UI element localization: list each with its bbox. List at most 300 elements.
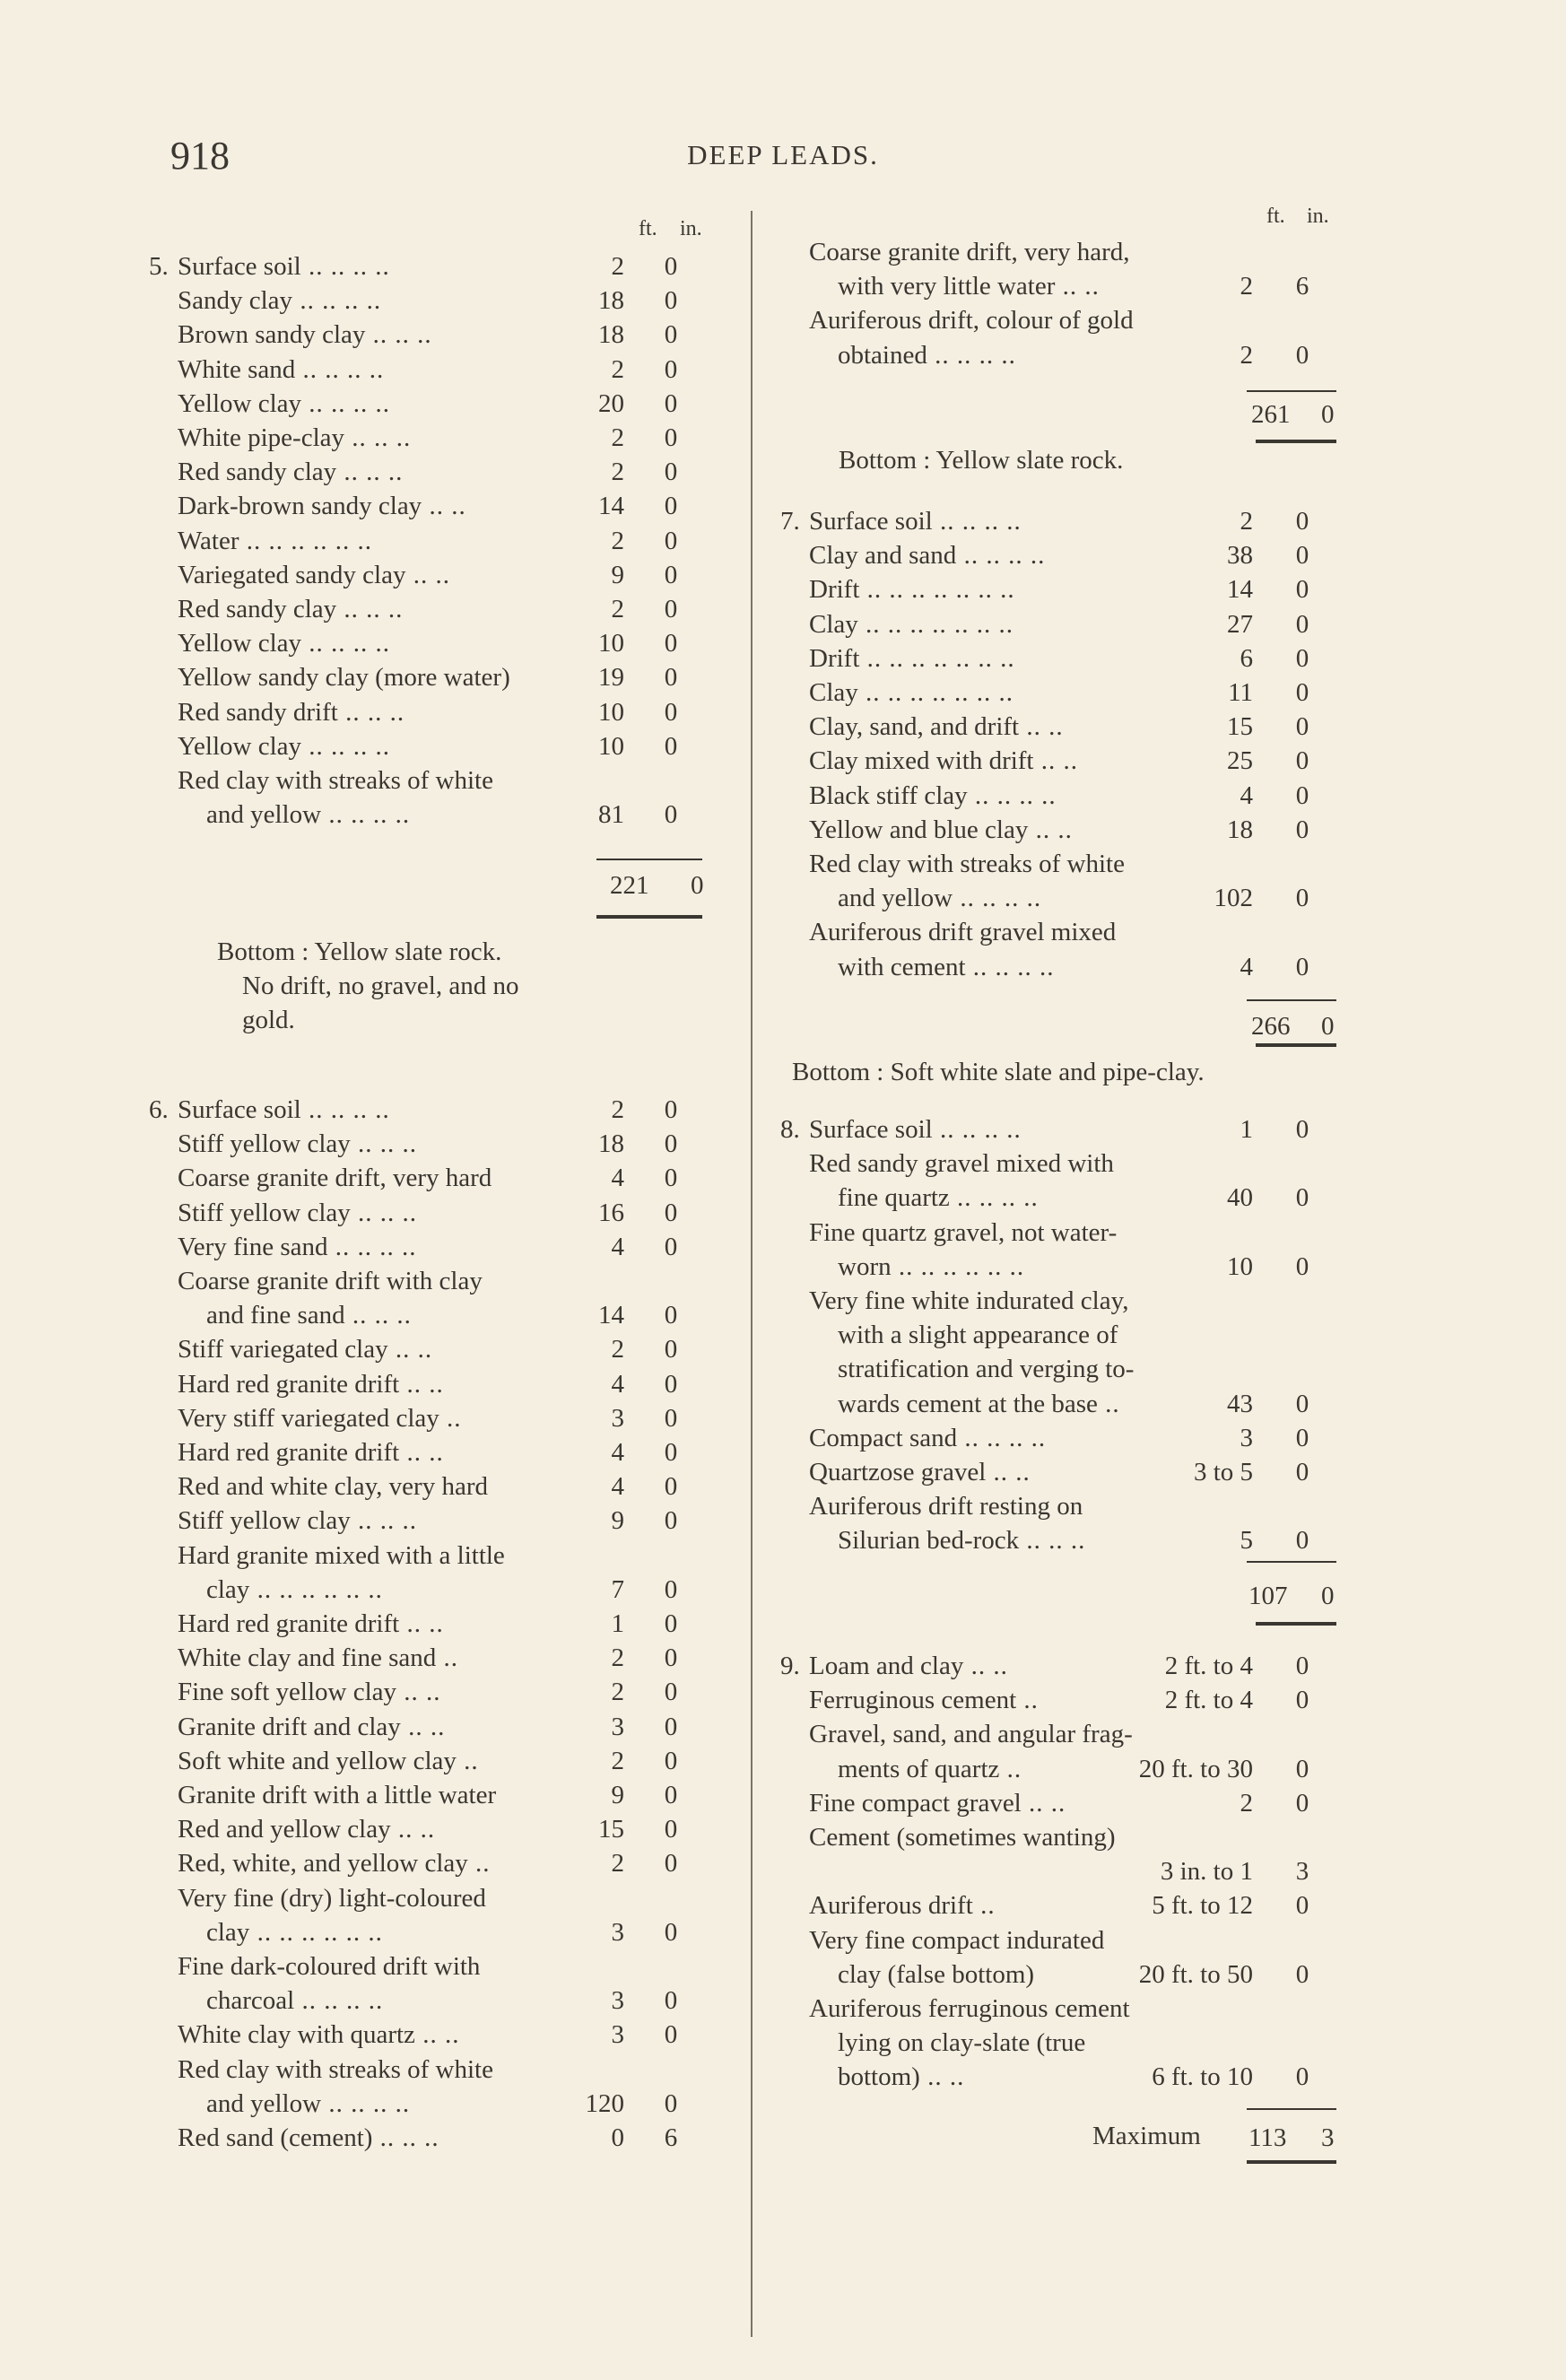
table-row	[809, 1923, 1356, 1957]
stratum-label	[178, 1401, 462, 1435]
inches-value: 0	[664, 629, 678, 658]
leader-dots: .. .. .. .. .. ..	[239, 527, 373, 555]
table-row	[178, 1778, 725, 1812]
leader-dots: .. ..	[400, 1713, 446, 1741]
table-row	[178, 558, 725, 592]
stratum-label	[809, 710, 1064, 744]
stratum-label-text: Coarse granite drift, very hard,	[809, 238, 1130, 266]
stratum-label	[178, 1332, 432, 1366]
leader-dots: .. .. .. ..	[967, 781, 1057, 810]
leader-dots: .. .. .. .. .. .. ..	[859, 644, 1015, 673]
inches-value: 0	[664, 663, 678, 692]
inches-value: 0	[664, 355, 678, 384]
section-number: 9.	[780, 1652, 800, 1680]
stratum-label	[838, 338, 1016, 372]
inches-value: 6	[664, 2123, 678, 2152]
leader-dots: .. .. .. ..	[953, 884, 1042, 912]
feet-value: 20	[598, 389, 624, 418]
stratum-label-text: clay	[206, 1918, 250, 1947]
leader-dots: .. ..	[986, 1458, 1031, 1486]
in-header-right: in.	[1307, 205, 1329, 228]
stratum-label-text: with very little water	[838, 272, 1056, 301]
leader-dots: ..	[439, 1404, 462, 1433]
inches-value: 0	[664, 492, 678, 520]
inches-value: 0	[664, 1747, 678, 1775]
table-row	[178, 763, 725, 798]
inches-value: 0	[664, 389, 678, 418]
leader-dots: .. .. .. ..	[300, 1095, 390, 1124]
table-row	[809, 1820, 1356, 1854]
stratum-label-text: ments of quartz	[838, 1755, 1000, 1783]
stratum-label-text: Clay	[809, 678, 858, 707]
table-row	[178, 421, 725, 455]
feet-value: 2	[611, 1335, 624, 1364]
table-row	[178, 387, 725, 421]
feet-value: 27	[1227, 610, 1253, 639]
inches-value: 0	[1295, 644, 1309, 673]
table-row	[178, 695, 725, 729]
leader-dots: .. .. ..	[336, 595, 404, 623]
stratum-label	[809, 1284, 1128, 1318]
stratum-label-text: Black stiff clay	[809, 781, 968, 810]
feet-value: 3	[611, 1986, 624, 2015]
stratum-label-text: fine quartz	[838, 1183, 950, 1212]
stratum-label	[178, 1881, 486, 1915]
feet-value: 2	[611, 1678, 624, 1706]
inches-value: 0	[1295, 953, 1309, 981]
feet-value: 2	[1240, 272, 1253, 301]
inches-value: 0	[664, 561, 678, 589]
table-row	[809, 607, 1356, 641]
stratum-label	[178, 353, 384, 387]
table-row	[809, 1146, 1356, 1181]
feet-value: 14	[1227, 575, 1253, 604]
stratum-label	[838, 2060, 964, 2094]
section-8-total-rule	[1247, 1561, 1336, 1563]
feet-value: 4	[1240, 953, 1253, 981]
stratum-label	[809, 1649, 1008, 1683]
section-7-bottom: Bottom : Soft white slate and pipe-clay.	[792, 1058, 1205, 1086]
section-number: 7.	[780, 507, 800, 536]
inches-value: 0	[664, 1301, 678, 1329]
table-row	[178, 1539, 725, 1573]
inches-value: 0	[1295, 1183, 1309, 1212]
leader-dots: .. .. .. ..	[957, 1424, 1047, 1452]
stratum-label	[809, 1923, 1104, 1957]
feet-value: 0	[611, 2123, 624, 2152]
feet-value: 18	[598, 320, 624, 349]
stratum-label	[809, 607, 1014, 641]
feet-value: 2	[611, 423, 624, 452]
inches-value: 0	[664, 800, 678, 829]
inches-value: 0	[664, 732, 678, 761]
page-number: 918	[170, 134, 230, 178]
stratum-label	[178, 1949, 480, 1983]
inches-value: 0	[1295, 712, 1309, 741]
stratum-label	[809, 303, 1134, 337]
stratum-label-text: White clay and fine sand	[178, 1643, 437, 1672]
table-row	[178, 1812, 725, 1846]
stratum-label	[809, 1146, 1114, 1181]
stratum-label	[178, 1539, 505, 1573]
stratum-label-text: Yellow sandy clay (more water)	[178, 663, 510, 692]
feet-value: 4	[611, 1233, 624, 1261]
inches-value: 0	[664, 1129, 678, 1158]
stratum-label-text: Red sandy gravel mixed with	[809, 1149, 1114, 1178]
leader-dots: .. ..	[399, 1370, 444, 1399]
leader-dots: .. .. ..	[350, 1506, 418, 1535]
leader-dots: .. ..	[963, 1652, 1008, 1680]
inches-value: 0	[664, 2020, 678, 2049]
inches-value: 0	[1295, 884, 1309, 912]
stratum-label	[178, 1264, 483, 1298]
section-number: 5.	[149, 252, 169, 281]
leader-dots: .. ..	[405, 561, 450, 589]
stratum-label-text: Very fine compact indurated	[809, 1926, 1105, 1955]
feet-value: 5 ft. to 12	[1152, 1891, 1253, 1920]
stratum-label-text: with a slight appearance of	[838, 1321, 1118, 1349]
leader-dots: .. .. .. ..	[294, 1986, 384, 2015]
stratum-label	[178, 2018, 459, 2052]
stratum-label-text: Hard granite mixed with a little	[178, 1541, 505, 1570]
stratum-label-text: Auriferous drift, colour of gold	[809, 306, 1134, 335]
stratum-label	[809, 813, 1073, 847]
inches-value: 0	[664, 1849, 678, 1878]
feet-value: 4	[611, 1370, 624, 1399]
table-row	[809, 1717, 1356, 1751]
table-row	[178, 1983, 725, 2018]
table-row	[178, 2087, 725, 2121]
table-row	[809, 1250, 1356, 1284]
stratum-label-text: Surface soil	[178, 1095, 301, 1124]
stratum-label	[178, 660, 510, 694]
section-8-close-rule	[1256, 1622, 1336, 1626]
inches-value: 0	[664, 1472, 678, 1501]
table-row	[809, 847, 1356, 881]
stratum-label	[178, 1161, 492, 1195]
stratum-label	[178, 695, 405, 729]
leader-dots: .. .. .. .. .. ..	[249, 1918, 383, 1947]
table-row	[178, 1264, 725, 1298]
table-row	[809, 1992, 1356, 2026]
stratum-label	[178, 729, 390, 763]
table-row	[809, 710, 1356, 744]
stratum-label-text: Brown sandy clay	[178, 320, 366, 349]
leader-dots: .. .. .. .. .. ..	[249, 1575, 383, 1604]
inches-value: 0	[664, 1609, 678, 1638]
feet-value: 2 ft. to 4	[1164, 1652, 1253, 1680]
feet-value: 10	[1227, 1252, 1253, 1281]
section-5-total-ft: 221	[610, 871, 649, 900]
feet-value: 1	[611, 1609, 624, 1638]
stratum-label	[809, 1455, 1031, 1489]
table-row	[178, 1435, 725, 1469]
stratum-label	[178, 1367, 444, 1401]
section-6-bottom: Bottom : Yellow slate rock.	[839, 446, 1124, 475]
stratum-label-text: Red and white clay, very hard	[178, 1472, 488, 1501]
feet-value: 2	[611, 458, 624, 486]
leader-dots: .. .. .. .. .. .. ..	[857, 610, 1014, 639]
stratum-label	[178, 421, 411, 455]
leader-dots: .. .. .. ..	[932, 507, 1022, 536]
stratum-label-text: and yellow	[838, 884, 953, 912]
stratum-label-text: Hard red granite drift	[178, 1438, 400, 1467]
section-9-total-label: Maximum	[1092, 2122, 1201, 2150]
leader-dots: .. .. ..	[344, 1301, 412, 1329]
table-row	[178, 1573, 725, 1607]
table-row	[178, 592, 725, 626]
leader-dots: .. .. .. ..	[292, 286, 382, 315]
leader-dots: .. .. .. ..	[301, 732, 391, 761]
leader-dots: .. .. ..	[365, 320, 432, 349]
stratum-label	[809, 235, 1130, 269]
stratum-label-text: White pipe-clay	[178, 423, 344, 452]
feet-value: 2	[1240, 1789, 1253, 1818]
section-6-total-in: 0	[1321, 400, 1335, 429]
stratum-label	[809, 915, 1116, 949]
feet-value: 25	[1227, 746, 1253, 775]
table-row	[809, 1455, 1356, 1489]
inches-value: 0	[664, 527, 678, 555]
table-row	[809, 1752, 1356, 1786]
stratum-label	[178, 1435, 444, 1469]
leader-dots: .. .. .. .. .. ..	[891, 1252, 1025, 1281]
feet-value: 6	[1240, 644, 1253, 673]
feet-value: 18	[598, 286, 624, 315]
stratum-label-text: Red clay with streaks of white	[809, 850, 1125, 878]
leader-dots: ..	[436, 1643, 459, 1672]
column-divider	[751, 211, 753, 2337]
stratum-label	[178, 1093, 390, 1127]
table-row	[809, 1683, 1356, 1717]
leader-dots: .. .. .. ..	[956, 541, 1046, 570]
stratum-label-text: Clay mixed with drift	[809, 746, 1034, 775]
stratum-label	[178, 1812, 435, 1846]
table-row	[178, 1332, 725, 1366]
stratum-label	[178, 1710, 445, 1744]
table-row	[178, 1161, 725, 1195]
inches-value: 0	[664, 1370, 678, 1399]
stratum-label-text: Red sandy clay	[178, 458, 337, 486]
stratum-label-text: Clay and sand	[809, 541, 957, 570]
feet-value: 9	[611, 1506, 624, 1535]
table-row	[809, 813, 1356, 847]
leader-dots: .. ..	[387, 1335, 433, 1364]
feet-value: 20 ft. to 50	[1138, 1960, 1253, 1989]
leader-dots: .. .. .. ..	[927, 341, 1016, 370]
stratum-label	[178, 1744, 479, 1778]
inches-value: 0	[1295, 541, 1309, 570]
stratum-label-text: Yellow clay	[178, 732, 302, 761]
stratum-label-text: Red clay with streaks of white	[178, 2055, 493, 2084]
table-row	[809, 676, 1356, 710]
leader-dots: .. .. .. .. .. .. ..	[859, 575, 1015, 604]
table-row	[809, 641, 1356, 676]
table-row	[809, 1854, 1356, 1888]
section-5-bottom-1: Bottom : Yellow slate rock.	[217, 937, 502, 966]
feet-value: 4	[611, 1164, 624, 1192]
inches-value: 0	[1295, 678, 1309, 707]
feet-value: 18	[1227, 815, 1253, 844]
table-row	[809, 1786, 1356, 1820]
leader-dots: .. .. .. ..	[949, 1183, 1039, 1212]
leader-dots: .. .. .. ..	[327, 1233, 417, 1261]
stratum-label-text: and fine sand	[206, 1301, 345, 1329]
table-row	[809, 1957, 1356, 1992]
stratum-label-text: Fine dark-coloured drift with	[178, 1952, 481, 1981]
section-5-close-rule	[596, 915, 702, 919]
stratum-label	[178, 318, 432, 352]
stratum-label	[838, 1250, 1024, 1284]
inches-value: 0	[1295, 1115, 1309, 1144]
table-row	[809, 1888, 1356, 1922]
table-row	[809, 1284, 1356, 1318]
stratum-label	[838, 2026, 1085, 2060]
inches-value: 0	[1295, 1891, 1309, 1920]
stratum-label-text: Red clay with streaks of white	[178, 766, 493, 795]
leader-dots: .. .. ..	[350, 1129, 418, 1158]
stratum-label-text: Gravel, sand, and angular frag-	[809, 1720, 1133, 1748]
table-row	[178, 1607, 725, 1641]
table-row	[178, 2018, 725, 2052]
stratum-label	[838, 1318, 1118, 1352]
table-row	[809, 1523, 1356, 1557]
table-row	[809, 744, 1356, 778]
inches-value: 0	[664, 698, 678, 727]
feet-value: 14	[598, 1301, 624, 1329]
stratum-label-text: Fine compact gravel	[809, 1789, 1022, 1818]
feet-value: 14	[598, 492, 624, 520]
stratum-label-text: charcoal	[206, 1986, 295, 2015]
inches-value: 0	[1295, 1252, 1309, 1281]
stratum-label	[178, 1196, 417, 1230]
table-row	[809, 338, 1356, 372]
feet-value: 10	[598, 629, 624, 658]
stratum-label	[838, 1752, 1022, 1786]
stratum-label-text: Stiff yellow clay	[178, 1199, 351, 1227]
section-9-total-ft: 113	[1248, 2123, 1287, 2152]
stratum-label-text: Coarse granite drift with clay	[178, 1267, 483, 1295]
stratum-label-text: Fine quartz gravel, not water-	[809, 1218, 1118, 1247]
leader-dots: ..	[999, 1755, 1022, 1783]
stratum-label	[178, 489, 466, 523]
table-row	[780, 504, 1356, 538]
section-number: 6.	[149, 1095, 169, 1124]
feet-value: 3	[611, 1713, 624, 1741]
leader-dots: ..	[467, 1849, 491, 1878]
table-row	[809, 538, 1356, 572]
stratum-label-text: Yellow and blue clay	[809, 815, 1029, 844]
stratum-label	[809, 538, 1045, 572]
table-row	[178, 1744, 725, 1778]
stratum-label	[809, 779, 1057, 813]
table-row	[149, 1093, 725, 1127]
stratum-label	[838, 1352, 1134, 1386]
stratum-label-text: Cement (sometimes wanting)	[809, 1823, 1116, 1852]
section-8-total-ft: 107	[1248, 1582, 1288, 1610]
feet-value: 4	[611, 1438, 624, 1467]
stratum-label-text: Fine soft yellow clay	[178, 1678, 397, 1706]
stratum-label	[178, 2121, 439, 2155]
feet-value: 120	[585, 2089, 624, 2118]
inches-value: 0	[1295, 1960, 1309, 1989]
inches-value: 0	[1295, 1390, 1309, 1418]
inches-value: 0	[664, 286, 678, 315]
leader-dots: ..	[456, 1747, 479, 1775]
stratum-label	[206, 1298, 412, 1332]
inches-value: 0	[664, 1781, 678, 1809]
inches-value: 0	[664, 1095, 678, 1124]
leader-dots: .. .. .. ..	[300, 252, 390, 281]
section-5-bottom-3: gold.	[242, 1006, 295, 1034]
section-6-close-rule	[1256, 440, 1336, 443]
leader-dots: .. .. .. ..	[301, 629, 391, 658]
feet-value: 2	[611, 1849, 624, 1878]
in-header-left: in.	[680, 217, 702, 240]
table-row	[809, 1387, 1356, 1421]
section-5-total-in: 0	[691, 871, 704, 900]
table-row	[178, 660, 725, 694]
table-row	[178, 283, 725, 318]
stratum-label-text: Very fine sand	[178, 1233, 328, 1261]
leader-dots: ..	[972, 1891, 996, 1920]
stratum-label	[809, 1992, 1130, 2026]
inches-value: 0	[1295, 507, 1309, 536]
stratum-label-text: Hard red granite drift	[178, 1370, 400, 1399]
stratum-label-text: Stiff yellow clay	[178, 1129, 351, 1158]
table-row	[809, 1181, 1356, 1215]
inches-value: 0	[664, 2089, 678, 2118]
table-row	[809, 303, 1356, 337]
table-row	[809, 1352, 1356, 1386]
inches-value: 0	[664, 1918, 678, 1947]
leader-dots: .. .. .. ..	[932, 1115, 1022, 1144]
table-row	[809, 779, 1356, 813]
stratum-label-text: Granite drift with a little water	[178, 1781, 497, 1809]
stratum-label	[178, 1778, 496, 1812]
stratum-label-text: Compact sand	[809, 1424, 958, 1452]
inches-value: 0	[1295, 1424, 1309, 1452]
stratum-label	[809, 1786, 1066, 1820]
stratum-label	[838, 1181, 1039, 1215]
table-row	[178, 1846, 725, 1880]
stratum-label-text: Hard red granite drift	[178, 1609, 400, 1638]
stratum-label	[178, 1846, 491, 1880]
stratum-label-text: Clay	[809, 610, 858, 639]
stratum-label	[809, 1683, 1039, 1717]
leader-dots: .. .. ..	[337, 698, 405, 727]
stratum-label-text: Clay, sand, and drift	[809, 712, 1020, 741]
stratum-label	[178, 592, 403, 626]
table-row	[178, 1881, 725, 1915]
section-5-bottom-2: No drift, no gravel, and no	[242, 972, 519, 1000]
table-row	[178, 1127, 725, 1161]
leader-dots: .. ..	[1021, 1789, 1066, 1818]
inches-value: 0	[664, 320, 678, 349]
stratum-label-text: bottom)	[838, 2062, 920, 2091]
leader-dots: .. ..	[390, 1815, 436, 1844]
inches-value: 0	[664, 1404, 678, 1433]
table-row	[809, 269, 1356, 303]
ft-header-left: ft.	[639, 217, 657, 240]
table-row	[178, 2053, 725, 2087]
stratum-label-text: and yellow	[206, 800, 322, 829]
table-row	[178, 1675, 725, 1709]
feet-value: 3	[611, 2020, 624, 2049]
inches-value: 0	[1295, 1686, 1309, 1714]
section-7-total-ft: 266	[1251, 1012, 1291, 1041]
feet-value: 2	[611, 527, 624, 555]
